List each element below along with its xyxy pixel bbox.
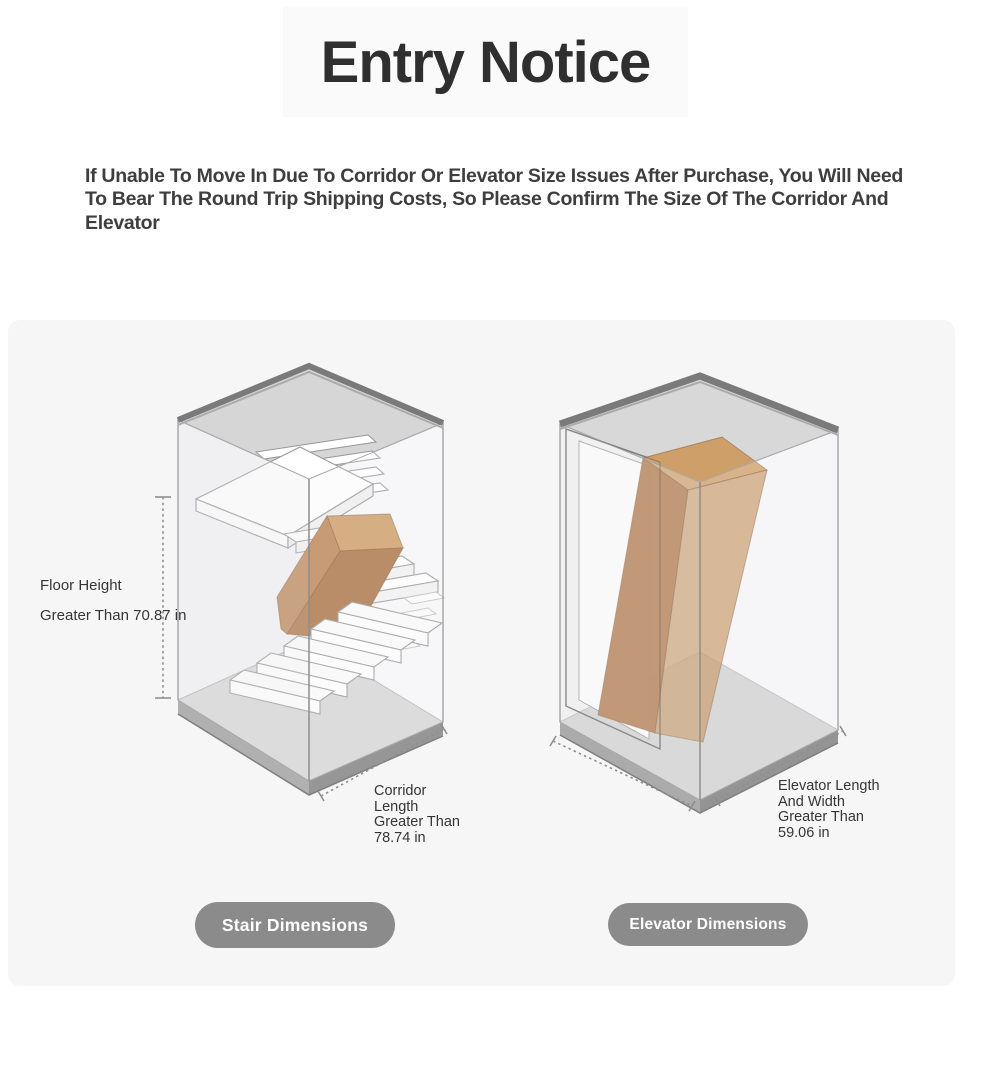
corridor-label-line-2: Length bbox=[374, 798, 419, 815]
corridor-length-label bbox=[374, 784, 460, 846]
elevator-label-line-1: Elevator Length bbox=[778, 778, 880, 794]
notice-line-2: To Bear The Round Trip Shipping Costs, So Please Confirm The Size Of The Corridor And bbox=[85, 188, 889, 211]
corridor-label-line-4: 78.74 in bbox=[374, 829, 426, 846]
elevator-size-label bbox=[778, 779, 880, 841]
corridor-label-line-1: Corridor bbox=[374, 783, 427, 799]
stairs-diagram bbox=[155, 366, 447, 801]
floor-height-label bbox=[40, 578, 186, 623]
elevator-diagram bbox=[550, 376, 846, 813]
elevator-label-line-3: Greater Than bbox=[778, 809, 864, 825]
notice-line-1: If Unable To Move In Due To Corridor Or Elevator Size Issues After Purchase, You Will Need bbox=[85, 165, 904, 187]
elevator-label-line-2: And Width bbox=[778, 793, 845, 810]
page-title: Entry Notice bbox=[320, 29, 651, 95]
notice-line-3: Elevator bbox=[85, 211, 160, 234]
floor-height-label-line-1: Floor Height bbox=[40, 577, 122, 594]
corridor-label-line-3: Greater Than bbox=[374, 814, 460, 830]
floor-height-label-line-2: Greater Than 70.87 in bbox=[40, 606, 187, 624]
elevator-label-line-4: 59.06 in bbox=[778, 824, 830, 841]
elevator-dimensions-button[interactable]: Elevator Dimensions bbox=[608, 903, 808, 946]
stair-dimensions-button[interactable]: Stair Dimensions bbox=[195, 902, 395, 948]
